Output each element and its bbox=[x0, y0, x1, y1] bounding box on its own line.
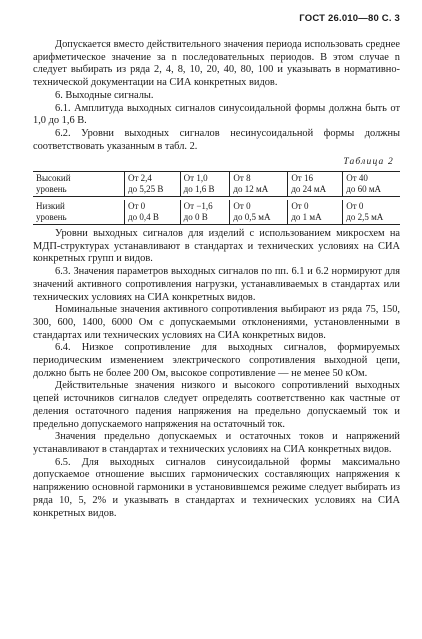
paragraph: Уровни выходных сигналов для изделий с использованием микросхем на МДП-структурах устанавливают в стандартах и технических условиях на СИА конкретных групп и видов. bbox=[33, 228, 400, 265]
paragraph: 6.4. Низкое сопротивление для выходных сигналов, формируемых периодическим изменением электрического сопротивления выходной цепи, должно быть не более 200 Ом, высокое сопротивление — не менее 50 кОм. bbox=[33, 342, 400, 379]
paragraph: Действительные значения низкого и высокого сопротивлений выходных цепей источников сигналов следует определять соответственно как частные от деления остаточного падения напряжения на предельно допускаемый ток и предельно допускаемого напряжения на остаточный ток. bbox=[33, 380, 400, 430]
table-cell: От 1,0 до 1,6 В bbox=[180, 172, 230, 197]
paragraph: 6.3. Значения параметров выходных сигналов по пп. 6.1 и 6.2 нормируют для значений активного сопротивления нагрузки, устанавливаемых в стандартах или технических условиях на СИА конкретных видов. bbox=[33, 266, 400, 303]
row-label: Низкий уровень bbox=[33, 200, 125, 225]
paragraph: Номинальные значения активного сопротивления выбирают из ряда 75, 150, 300, 600, 1400, 6000 Ом с допускаемыми отклонениями, установленными в стандартах или технических условиях на СИА конкретных видов. bbox=[33, 304, 400, 341]
document-body bbox=[33, 39, 400, 520]
table-cell: От 0 до 0,4 В bbox=[125, 200, 181, 225]
paragraph: 6.1. Амплитуда выходных сигналов синусоидальной формы должна быть от 1,0 до 1,6 В. bbox=[33, 102, 400, 127]
table-row bbox=[33, 200, 400, 225]
table-cell: От 0 до 1 мА bbox=[288, 200, 343, 225]
table-cell: От 8 до 12 мА bbox=[230, 172, 288, 197]
paragraph: Допускается вместо действительного значения периода использовать среднее арифметическое значение за n последовательных периодов. В этом случае n следует выбирать из ряда 2, 4, 8, 10, 20, 40, 80, 100 и указывать в нормативно-технической документации на СИА конкретных видов. bbox=[33, 39, 400, 89]
page-header: ГОСТ 26.010—80 С. 3 bbox=[299, 13, 400, 24]
paragraph: 6.5. Для выходных сигналов синусоидальной формы максимально допускаемое отношение высших гармонических составляющих напряжения к напряжению основной гармоники в установившемся режиме следует выбирать из ряда 10, 5, 2% и указывать в стандартах и технических условиях на СИА конкретных видов. bbox=[33, 456, 400, 519]
table-cell: От 2,4 до 5,25 В bbox=[125, 172, 181, 197]
table-cell: От 0 до 0,5 мА bbox=[230, 200, 288, 225]
output-levels-table bbox=[33, 171, 400, 225]
table-cell: От 16 до 24 мА bbox=[288, 172, 343, 197]
paragraph: 6.2. Уровни выходных сигналов несинусоидальной формы должны соответствовать указанным в табл. 2. bbox=[33, 127, 400, 152]
table-caption: Таблица 2 bbox=[343, 157, 394, 168]
table-cell: От 40 до 60 мА bbox=[343, 172, 400, 197]
section-heading: 6. Выходные сигналы. bbox=[55, 89, 154, 101]
paragraph: Значения предельно допускаемых и остаточных токов и напряжений устанавливают в стандартах и технических условиях на СИА конкретных видов. bbox=[33, 431, 400, 455]
table-cell: От 0 до 2,5 мА bbox=[343, 200, 400, 225]
row-label: Высокий уровень bbox=[33, 172, 125, 197]
table-row bbox=[33, 172, 400, 197]
table-cell: От −1,6 до 0 В bbox=[180, 200, 230, 225]
